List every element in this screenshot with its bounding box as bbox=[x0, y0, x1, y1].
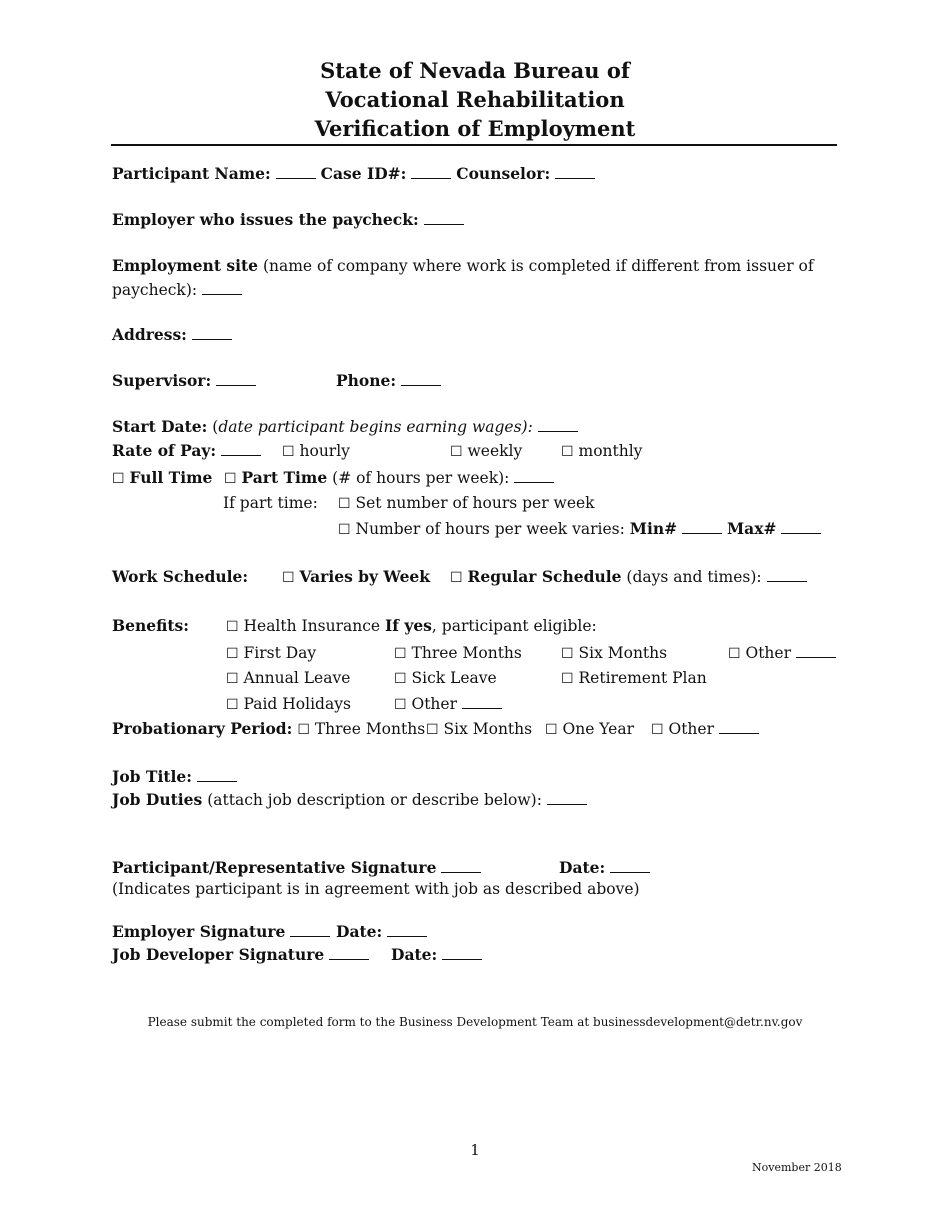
counselor-field[interactable] bbox=[555, 164, 595, 179]
work-schedule-label bbox=[112, 567, 248, 587]
probationary-row bbox=[112, 719, 425, 740]
sick-leave-checkbox[interactable]: ☐ bbox=[394, 671, 407, 687]
participant-date-field[interactable] bbox=[610, 858, 650, 873]
full-time-checkbox[interactable]: ☐ bbox=[112, 471, 125, 487]
case-id-label: Case ID#: bbox=[320, 164, 407, 183]
rate-of-pay-row bbox=[112, 441, 261, 461]
weekly-checkbox[interactable]: ☐ bbox=[450, 444, 463, 460]
set-hours-label: Set number of hours per week bbox=[355, 494, 595, 512]
employer-row bbox=[112, 210, 464, 230]
eligible-three-months-option[interactable] bbox=[394, 643, 522, 664]
regular-schedule-note: (days and times): bbox=[626, 568, 762, 586]
address-field[interactable] bbox=[192, 325, 232, 340]
counselor-label: Counselor: bbox=[456, 164, 551, 183]
full-time-option[interactable] bbox=[112, 468, 212, 489]
employer-signature-field[interactable] bbox=[290, 922, 330, 937]
annual-leave-option[interactable] bbox=[226, 668, 350, 689]
benefits-other-checkbox[interactable]: ☐ bbox=[394, 697, 407, 713]
hourly-option[interactable] bbox=[282, 441, 350, 462]
benefits-label-text: Benefits: bbox=[112, 616, 189, 635]
min-field[interactable] bbox=[682, 519, 722, 534]
benefits-other-option[interactable] bbox=[394, 694, 502, 715]
employment-site-note-2: paycheck): bbox=[112, 281, 198, 299]
employer-date-row bbox=[336, 922, 427, 942]
hourly-checkbox[interactable]: ☐ bbox=[282, 444, 295, 460]
start-date-row bbox=[112, 417, 578, 437]
annual-leave-label: Annual Leave bbox=[243, 669, 351, 687]
employment-site-row bbox=[112, 256, 814, 276]
eligible-six-months-checkbox[interactable]: ☐ bbox=[561, 646, 574, 662]
supervisor-label: Supervisor: bbox=[112, 371, 212, 390]
participant-signature-field[interactable] bbox=[441, 858, 481, 873]
varies-by-week-label: Varies by Week bbox=[299, 567, 431, 586]
job-duties-row bbox=[112, 790, 587, 810]
phone-label: Phone: bbox=[336, 371, 397, 390]
full-time-label: Full Time bbox=[129, 468, 213, 487]
probation-six-months-label: Six Months bbox=[443, 720, 533, 738]
regular-schedule-checkbox[interactable]: ☐ bbox=[450, 570, 463, 586]
job-title-field[interactable] bbox=[197, 767, 237, 782]
probation-six-months-option[interactable] bbox=[426, 719, 532, 740]
agreement-note: (Indicates participant is in agreement with job as described above) bbox=[112, 880, 640, 898]
job-developer-date-field[interactable] bbox=[442, 945, 482, 960]
probation-three-months-label: Three Months bbox=[314, 720, 426, 738]
submit-note: Please submit the completed form to the Business Development Team at businessdevelopment@detr.nv.gov bbox=[147, 1015, 803, 1029]
probation-one-year-checkbox[interactable]: ☐ bbox=[545, 722, 558, 738]
job-developer-signature-row bbox=[112, 945, 369, 965]
employment-site-field[interactable] bbox=[202, 280, 242, 295]
regular-schedule-option[interactable] bbox=[450, 567, 807, 588]
start-date-note: date participant begins earning wages): bbox=[218, 418, 533, 436]
eligible-six-months-option[interactable] bbox=[561, 643, 667, 664]
employer-date-label: Date: bbox=[336, 922, 383, 941]
probationary-period-label: Probationary Period: bbox=[112, 719, 293, 738]
varies-by-week-checkbox[interactable]: ☐ bbox=[282, 570, 295, 586]
participant-date-row bbox=[559, 858, 650, 878]
employer-label: Employer who issues the paycheck: bbox=[112, 210, 419, 229]
job-duties-note: (attach job description or describe below): bbox=[207, 791, 542, 809]
participant-date-label: Date: bbox=[559, 858, 606, 877]
probation-one-year-label: One Year bbox=[562, 720, 634, 738]
retirement-plan-label: Retirement Plan bbox=[578, 669, 707, 687]
job-duties-label: Job Duties bbox=[112, 790, 203, 809]
case-id-field[interactable] bbox=[411, 164, 451, 179]
eligible-other-label: Other bbox=[745, 644, 792, 662]
revision-date: November 2018 bbox=[752, 1161, 842, 1174]
supervisor-field[interactable] bbox=[216, 371, 256, 386]
job-developer-signature-label: Job Developer Signature bbox=[112, 945, 325, 964]
participant-signature-row bbox=[112, 858, 481, 878]
health-insurance-option[interactable] bbox=[226, 616, 597, 637]
title-divider bbox=[111, 144, 837, 146]
hourly-label: hourly bbox=[299, 442, 350, 460]
max-label: Max# bbox=[727, 519, 777, 538]
part-time-note: (# of hours per week): bbox=[332, 469, 510, 487]
participant-name-label: Participant Name: bbox=[112, 164, 271, 183]
employer-signature-row bbox=[112, 922, 330, 942]
employer-field[interactable] bbox=[424, 210, 464, 225]
phone-row bbox=[336, 371, 441, 391]
job-developer-date-row bbox=[391, 945, 482, 965]
page-number: 1 bbox=[470, 1141, 480, 1159]
max-row bbox=[727, 519, 821, 539]
weekly-label: weekly bbox=[467, 442, 523, 460]
part-time-hours-field[interactable] bbox=[514, 468, 554, 483]
employment-site-note: (name of company where work is completed if different from issuer of bbox=[262, 257, 814, 275]
form-title-line-1: State of Nevada Bureau of bbox=[320, 58, 630, 83]
paid-holidays-option[interactable] bbox=[226, 694, 351, 715]
work-schedule-label-text: Work Schedule: bbox=[112, 567, 249, 586]
hours-varies-checkbox[interactable]: ☐ bbox=[338, 522, 351, 538]
probation-six-months-checkbox[interactable]: ☐ bbox=[426, 722, 439, 738]
probation-other-label: Other bbox=[668, 720, 715, 738]
monthly-checkbox[interactable]: ☐ bbox=[561, 444, 574, 460]
sick-leave-option[interactable] bbox=[394, 668, 497, 689]
form-title-line-2: Vocational Rehabilitation bbox=[325, 87, 625, 112]
first-day-checkbox[interactable]: ☐ bbox=[226, 646, 239, 662]
start-date-label: Start Date: bbox=[112, 417, 208, 436]
participant-row bbox=[112, 164, 595, 184]
start-date-paren: ( bbox=[207, 418, 219, 436]
job-developer-signature-field[interactable] bbox=[329, 945, 369, 960]
first-day-label: First Day bbox=[243, 644, 317, 662]
job-developer-date-label: Date: bbox=[391, 945, 438, 964]
paid-holidays-label: Paid Holidays bbox=[243, 695, 351, 713]
regular-schedule-label: Regular Schedule bbox=[467, 567, 622, 586]
health-insurance-checkbox[interactable]: ☐ bbox=[226, 619, 239, 635]
max-field[interactable] bbox=[781, 519, 821, 534]
hours-varies-option[interactable] bbox=[338, 519, 722, 540]
probation-other-option[interactable] bbox=[651, 719, 759, 740]
set-hours-checkbox[interactable]: ☐ bbox=[338, 496, 351, 512]
benefits-label bbox=[112, 616, 189, 636]
part-time-label: Part Time bbox=[241, 468, 328, 487]
participant-eligible-label: , participant eligible: bbox=[431, 617, 597, 635]
if-part-time-label: If part time: bbox=[223, 494, 318, 512]
eligible-other-field[interactable] bbox=[796, 643, 836, 658]
eligible-other-checkbox[interactable]: ☐ bbox=[728, 646, 741, 662]
job-duties-field[interactable] bbox=[547, 790, 587, 805]
min-label: Min# bbox=[629, 519, 678, 538]
part-time-checkbox[interactable]: ☐ bbox=[224, 471, 237, 487]
probation-three-months-checkbox[interactable]: ☐ bbox=[297, 722, 310, 738]
rate-of-pay-label: Rate of Pay: bbox=[112, 441, 217, 460]
form-title-line-3: Verification of Employment bbox=[314, 116, 636, 141]
eligible-three-months-checkbox[interactable]: ☐ bbox=[394, 646, 407, 662]
participant-signature-label: Participant/Representative Signature bbox=[112, 858, 437, 877]
weekly-option[interactable] bbox=[450, 441, 522, 462]
eligible-other-option[interactable] bbox=[728, 643, 836, 664]
benefits-other-field[interactable] bbox=[462, 694, 502, 709]
probation-other-checkbox[interactable]: ☐ bbox=[651, 722, 664, 738]
retirement-plan-checkbox[interactable]: ☐ bbox=[561, 671, 574, 687]
benefits-other-label: Other bbox=[411, 695, 458, 713]
part-time-option[interactable] bbox=[224, 468, 554, 489]
paid-holidays-checkbox[interactable]: ☐ bbox=[226, 697, 239, 713]
job-title-label: Job Title: bbox=[112, 767, 192, 786]
rate-of-pay-field[interactable] bbox=[221, 441, 261, 456]
address-label: Address: bbox=[112, 325, 187, 344]
first-day-option[interactable] bbox=[226, 643, 316, 664]
probation-one-year-option[interactable] bbox=[545, 719, 634, 740]
hours-varies-label: Number of hours per week varies: bbox=[355, 520, 625, 538]
employer-date-field[interactable] bbox=[387, 922, 427, 937]
employment-site-row-2 bbox=[112, 280, 242, 300]
start-date-field[interactable] bbox=[538, 417, 578, 432]
regular-schedule-field[interactable] bbox=[767, 567, 807, 582]
participant-name-field[interactable] bbox=[276, 164, 316, 179]
varies-by-week-option[interactable] bbox=[282, 567, 430, 588]
employer-signature-label: Employer Signature bbox=[112, 922, 286, 941]
address-row bbox=[112, 325, 232, 345]
retirement-plan-option[interactable] bbox=[561, 668, 707, 689]
health-insurance-label: Health Insurance bbox=[243, 617, 381, 635]
employment-site-label: Employment site bbox=[112, 256, 259, 275]
supervisor-row bbox=[112, 371, 256, 391]
monthly-option[interactable] bbox=[561, 441, 642, 462]
phone-field[interactable] bbox=[401, 371, 441, 386]
probation-other-field[interactable] bbox=[719, 719, 759, 734]
job-title-row bbox=[112, 767, 237, 787]
sick-leave-label: Sick Leave bbox=[411, 669, 497, 687]
eligible-three-months-label: Three Months bbox=[411, 644, 522, 662]
annual-leave-checkbox[interactable]: ☐ bbox=[226, 671, 239, 687]
eligible-six-months-label: Six Months bbox=[578, 644, 668, 662]
set-hours-option[interactable] bbox=[338, 493, 595, 514]
if-yes-label: If yes bbox=[385, 616, 432, 635]
monthly-label: monthly bbox=[578, 442, 643, 460]
